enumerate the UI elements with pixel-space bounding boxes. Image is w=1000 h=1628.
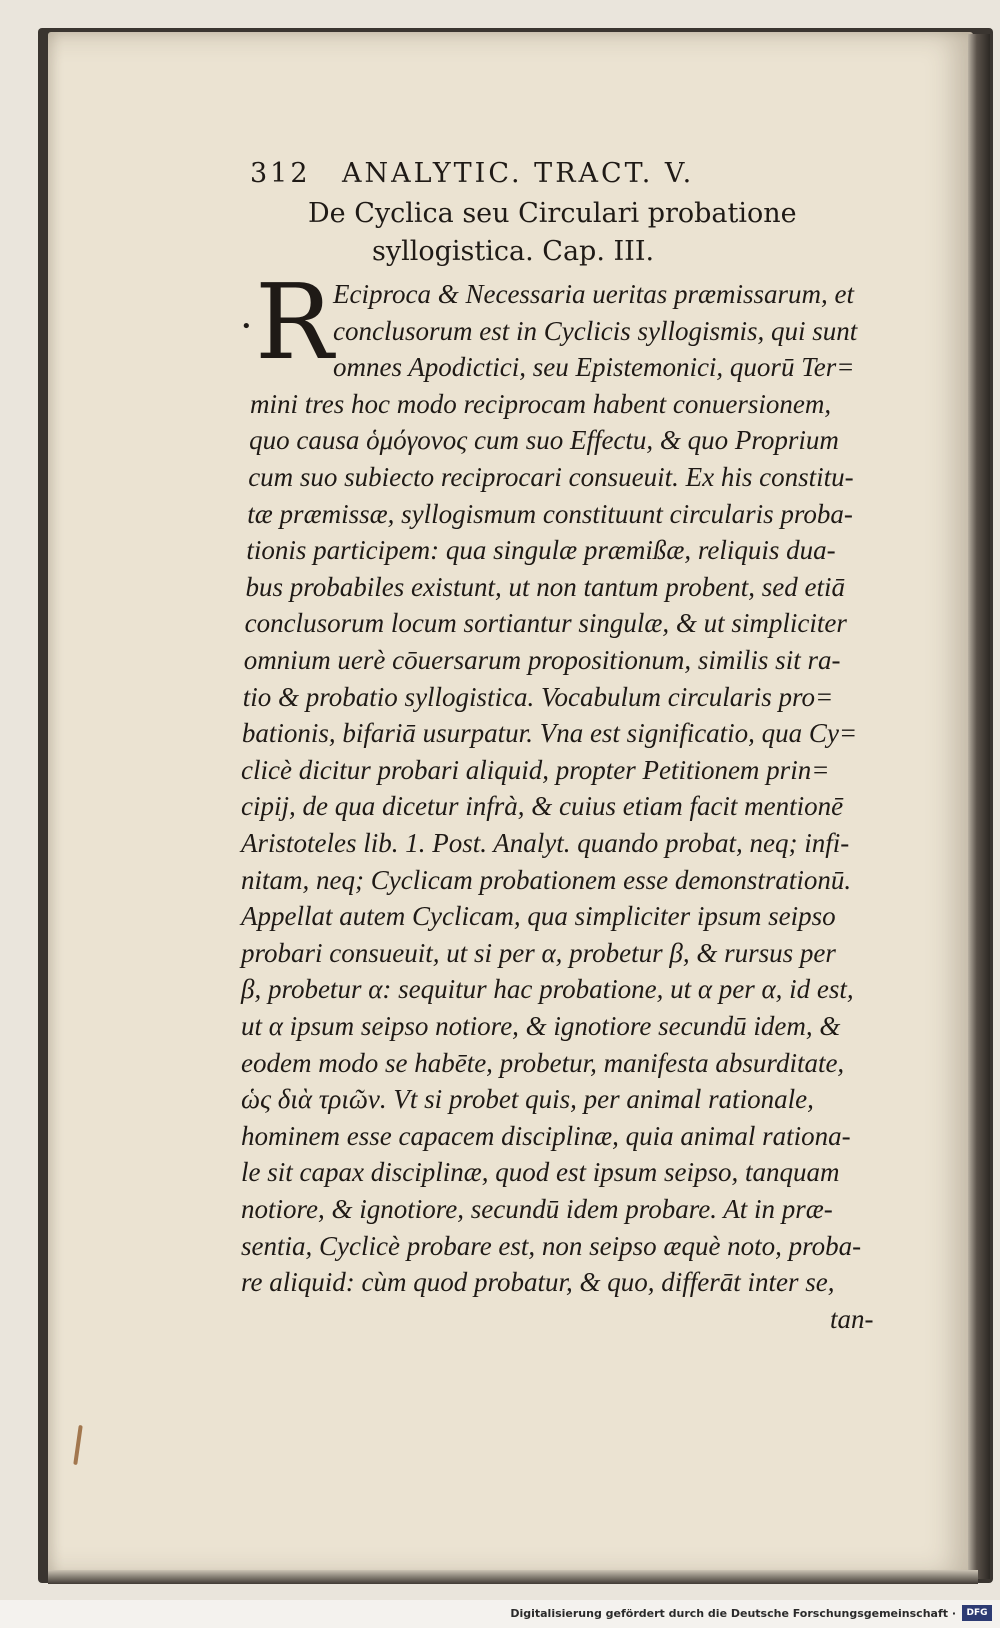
text-line: hominem esse capacem disciplinæ, quia animal rationa- — [241, 1120, 851, 1151]
text-line: β, probetur α: sequitur hac probatione, ut α per α, id est, — [241, 974, 854, 1005]
text-line: cum suo subiecto reciprocari consueuit. Ex his constitu- — [248, 462, 854, 492]
text-line: omnium uerè cōuersarum propositionum, similis sit ra- — [243, 645, 841, 675]
chapter-title-continued: syllogistica. Cap. III. — [372, 236, 655, 267]
text-line: nitam, neq; Cyclicam probationem esse demonstrationū. — [241, 864, 852, 895]
text-line: omnes Apodictici, seu Epistemonici, quorū Ter= — [333, 352, 855, 383]
text-line: Aristoteles lib. 1. Post. Analyt. quando probat, neq; infi- — [241, 828, 850, 858]
text-line: conclusorum locum sortiantur singulæ, & ut simpliciter — [244, 608, 847, 639]
margin-dot: • — [241, 316, 252, 337]
text-line: tio & probatio syllogistica. Vocabulum circularis pro= — [242, 681, 834, 712]
text-line: sentia, Cyclicè probare est, non seipso æquè noto, proba- — [241, 1230, 862, 1261]
text-line: tæ præmissæ, syllogismum constituunt circularis proba- — [247, 498, 853, 529]
text-line: Appellat autem Cyclicam, qua simpliciter ipsum seipso — [241, 901, 836, 932]
text-line: Eciproca & Necessaria ueritas præmissarum, et — [333, 279, 854, 309]
page-number: 312 — [250, 158, 311, 189]
page-fore-edge — [968, 34, 990, 1579]
page-bottom-edge — [48, 1570, 978, 1584]
drop-cap-initial: R — [255, 261, 334, 383]
text-line: re aliquid: cùm quod probatur, & quo, differāt inter se, — [241, 1267, 835, 1298]
text-line: bus probabiles existunt, ut non tantum probent, sed etiā — [245, 571, 845, 602]
text-line: quo causa ὁμόγονος cum suo Effectu, & quo Proprium — [249, 425, 839, 456]
text-line: eodem modo se habēte, probetur, manifesta absurditate, — [241, 1047, 845, 1078]
text-line: tan- — [830, 1303, 874, 1334]
running-header — [250, 158, 840, 196]
text-line: ὡς διὰ τριῶν. Vt si probet quis, per animal rationale, — [241, 1084, 814, 1115]
text-line: ut α ipsum seipso notiore, & ignotiore secundū idem, & — [241, 1011, 841, 1041]
text-line: notiore, & ignotiore, secundū idem probare. At in præ- — [241, 1194, 833, 1224]
digitization-footer — [0, 1600, 1000, 1628]
text-line: mini tres hoc modo reciprocam habent conuersionem, — [250, 388, 832, 419]
running-head-title: ANALYTIC. TRACT. V. — [342, 158, 695, 189]
text-line: probari consueuit, ut si per α, probetur β, & rursus per — [241, 937, 836, 968]
text-line: conclusorum est in Cyclicis syllogismis, qui sunt — [333, 315, 858, 346]
text-line: cipij, de qua dicetur infrà, & cuius etiam facit mentionē — [241, 791, 844, 822]
text-line: bationis, bifariā usurpatur. Vna est significatio, qua Cy= — [241, 718, 858, 749]
text-line: tionis participem: qua singulæ præmißæ, reliquis dua- — [246, 535, 836, 566]
dfg-logo: DFG — [962, 1605, 992, 1621]
funding-credit: Digitalisierung gefördert durch die Deutsche Forschungsgemeinschaft · — [510, 1607, 956, 1620]
text-line: le sit capax disciplinæ, quod est ipsum seipso, tanquam — [241, 1157, 840, 1188]
text-line: clicè dicitur probari aliquid, propter Petitionem prin= — [241, 754, 830, 785]
chapter-title: De Cyclica seu Circulari probatione — [308, 198, 797, 229]
